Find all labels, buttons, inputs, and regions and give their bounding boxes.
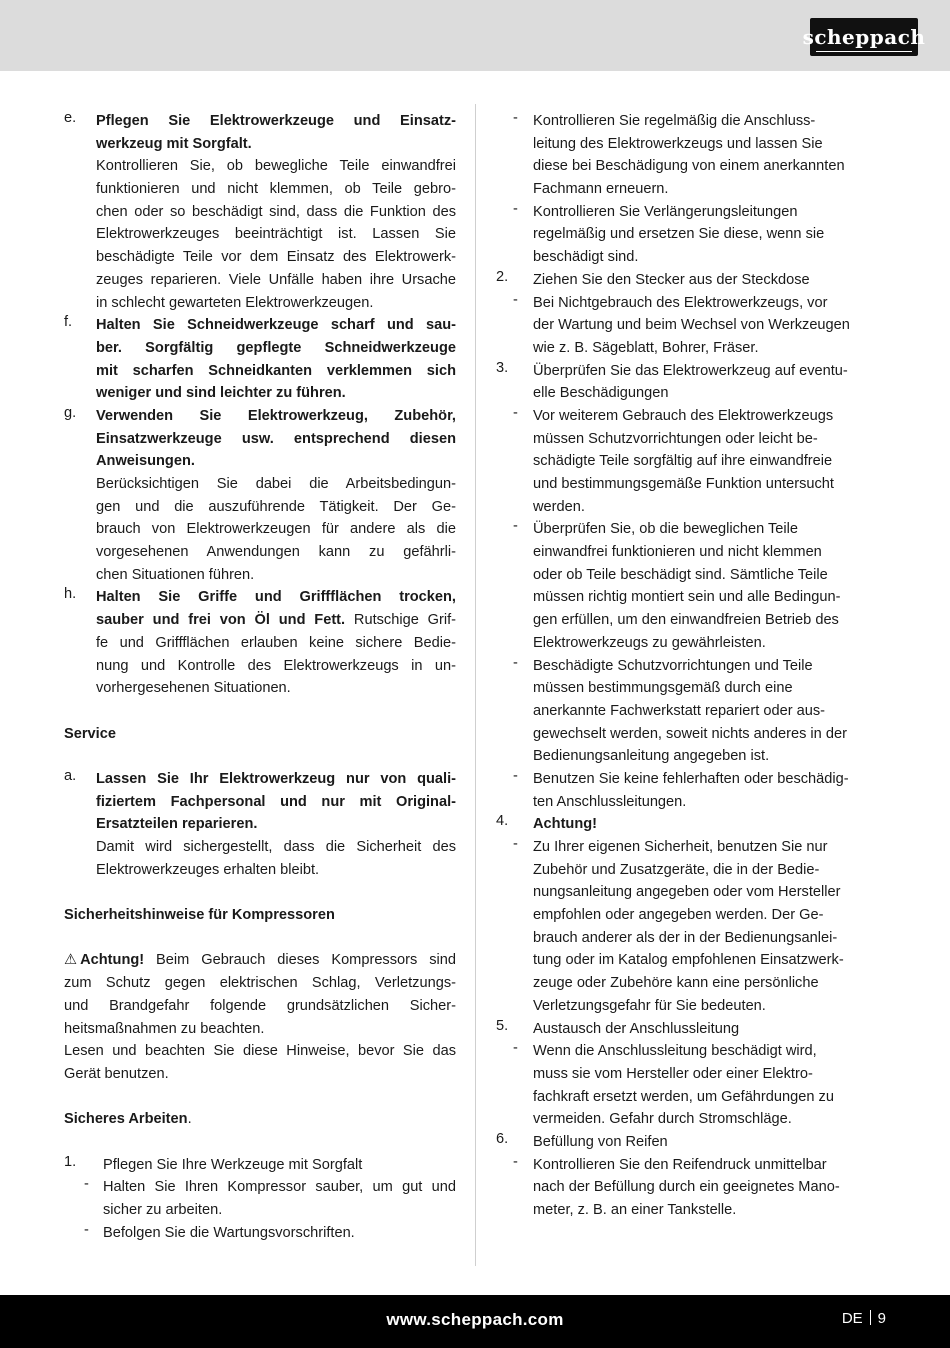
- list-label: e.: [64, 110, 77, 126]
- bullet-line: vermeiden. Gefahr durch Stromschläge.: [533, 1111, 792, 1128]
- list-label: f.: [64, 314, 73, 331]
- bullet-line: diese bei Beschädigung von einem anerkannten: [533, 158, 845, 175]
- bullet-line: ten Anschlussleitungen.: [533, 793, 687, 810]
- item-title-line: fiziertem Fachpersonal und nur mit Original-: [96, 793, 456, 810]
- bullet-item: [496, 1154, 888, 1222]
- warning-line: und Brandgefahr folgende grundsätzlichen Sicher-: [64, 997, 456, 1014]
- bullet-line: Elektrowerkzeugs zu gewährleisten.: [533, 634, 766, 651]
- bullet-line: und bestimmungsgemäße Funktion untersucht: [533, 476, 834, 492]
- bullet-line: einwandfrei funktionieren und nicht klemmen: [533, 544, 822, 561]
- bullet-line: nungsanleitung angegeben oder vom Hersteller: [533, 884, 841, 901]
- bullet-line: beschädigt sind.: [533, 249, 639, 266]
- bullet-line: Bei Nichtgebrauch des Elektrowerkzeugs, vor: [533, 294, 828, 311]
- bullet-item: [64, 1222, 456, 1245]
- numbered-item-3: [496, 360, 888, 405]
- item-body-line: Elektrowerkzeuges beeinträchtigt ist. Lassen Sie: [96, 226, 456, 243]
- numbered-item-text: elle Beschädigungen: [533, 385, 669, 402]
- bullet-line: Kontrollieren Sie Verlängerungsleitungen: [533, 203, 798, 220]
- page-header: [0, 0, 950, 71]
- warning-label: Achtung!: [80, 952, 145, 969]
- column-divider: [475, 104, 476, 1266]
- item-title-line: Halten Sie Griffe und Griffflächen trocken,: [96, 589, 456, 606]
- language-code: DE: [841, 1310, 863, 1327]
- item-body-line: chen Situationen führen.: [96, 566, 255, 583]
- numbered-item-text: Achtung!: [533, 816, 598, 833]
- item-body-line: gen und die auszuführende Tätigkeit. Der Ge-: [96, 498, 456, 515]
- bullet-line: schädigte Teile sorgfältig auf ihre einwandfreie: [533, 453, 833, 470]
- warning-text-fragment: Beim Gebrauch dieses Kompressors sind: [144, 952, 456, 969]
- item-body-line: Kontrollieren Sie, ob bewegliche Teile einwandfrei: [96, 158, 456, 175]
- page-separator: [870, 1310, 871, 1325]
- numbered-item-text: Austausch der Anschlussleitung: [533, 1020, 740, 1037]
- bullet-item: [496, 110, 888, 201]
- item-mixed-line: [96, 609, 456, 632]
- bullet-line: müssen richtig montiert sein und alle Bedingun-: [533, 589, 841, 606]
- bullet-line: wie z. B. Sägeblatt, Bohrer, Fräser.: [533, 339, 759, 356]
- list-label: a.: [64, 767, 77, 784]
- item-body-line: Damit wird sichergestellt, dass die Sicherheit des: [96, 839, 456, 855]
- warning-first-line: [64, 949, 456, 972]
- numbered-item-2: [496, 269, 888, 292]
- bullet-item: [496, 518, 888, 654]
- item-body-line: funktionieren und nicht klemmen, ob Teile gebro-: [96, 181, 456, 198]
- brand-logo: scheppach: [810, 18, 918, 56]
- bullet-line: Fachmann erneuern.: [533, 181, 669, 198]
- bullet-item: [496, 836, 888, 1018]
- bullet-item: [496, 292, 888, 360]
- bullet-dash: -: [84, 1221, 89, 1238]
- bullet-line: sicher zu arbeiten.: [103, 1202, 223, 1218]
- section-heading-service: Service: [64, 725, 116, 742]
- website-link[interactable]: www.scheppach.com: [386, 1310, 564, 1329]
- list-label: g.: [64, 404, 77, 421]
- bullet-dash: -: [513, 110, 518, 126]
- item-title-line: Einsatzwerkzeuge usw. entsprechend diesen: [96, 430, 456, 447]
- bullet-line: Überprüfen Sie, ob die beweglichen Teile: [533, 521, 799, 538]
- bullet-item: [496, 201, 888, 269]
- bullet-item: [64, 1176, 456, 1221]
- bullet-dash: -: [513, 1040, 518, 1057]
- bullet-line: meter, z. B. an einer Tankstelle.: [533, 1202, 737, 1218]
- warning-line: zum Schutz gegen elektrischen Schlag, Verletzungs-: [64, 975, 456, 992]
- bullet-line: oder ob Teile beschädigt sind. Sämtliche Teile: [533, 566, 828, 583]
- left-column: [64, 110, 456, 1244]
- warning-paragraph: [64, 949, 456, 1085]
- item-body-line: fe und Griffflächen erlauben keine sichere Bedie-: [96, 634, 456, 651]
- bullet-line: Zubehör und Zusatzgeräte, die in der Bedie-: [533, 861, 820, 878]
- bullet-item: [496, 405, 888, 518]
- item-title-line: Ersatzteilen reparieren.: [96, 816, 258, 833]
- bullet-item: [496, 768, 888, 813]
- bullet-line: der Wartung und beim Wechsel von Werkzeugen: [533, 317, 850, 334]
- bullet-line: Benutzen Sie keine fehlerhaften oder beschädig-: [533, 770, 849, 787]
- list-item-a: [64, 768, 456, 881]
- page-footer: [0, 1295, 950, 1348]
- bullet-line: werden.: [533, 498, 585, 515]
- bullet-dash: -: [513, 200, 518, 217]
- bullet-line: müssen Schutzvorrichtungen oder leicht be-: [533, 430, 818, 447]
- item-body-line: vorhergesehenen Situationen.: [96, 680, 291, 697]
- list-item-h: [64, 586, 456, 699]
- numbered-item-6: [496, 1131, 888, 1154]
- item-body-line: beschädigte Teile vor dem Einsatz des Elektrowerk-: [96, 249, 456, 266]
- list-item-g: [64, 405, 456, 587]
- bullet-line: muss sie vom Hersteller oder einer Elektro-: [533, 1065, 813, 1082]
- warning-line: heitsmaßnahmen zu beachten.: [64, 1020, 265, 1037]
- bullet-dash: -: [513, 518, 518, 535]
- numbered-item-1: [64, 1154, 456, 1177]
- bullet-line: gewechselt werden, soweit nichts anderes in der: [533, 725, 847, 742]
- bullet-line: müssen bestimmungsgemäß durch eine: [533, 680, 793, 697]
- item-title-line: weniger und sind leichter zu führen.: [96, 385, 346, 402]
- bullet-line: Wenn die Anschlussleitung beschädigt wird,: [533, 1043, 817, 1060]
- bullet-line: Befolgen Sie die Wartungsvorschriften.: [103, 1224, 355, 1241]
- right-column: [496, 110, 888, 1222]
- numbered-item-text: Überprüfen Sie das Elektrowerkzeug auf eventu-: [533, 362, 848, 379]
- list-label: 6.: [496, 1130, 509, 1147]
- list-label: 4.: [496, 813, 509, 830]
- section-heading-safe-work: [64, 1108, 456, 1131]
- bullet-line: Kontrollieren Sie regelmäßig die Anschluss-: [533, 113, 816, 129]
- bullet-dash: -: [513, 1153, 518, 1170]
- list-item-e: [64, 110, 456, 314]
- item-title-line: werkzeug mit Sorgfalt.: [96, 135, 252, 152]
- bullet-dash: -: [513, 404, 518, 421]
- safe-heading-dot: .: [187, 1111, 192, 1128]
- bullet-line: Verletzungsgefahr für Sie bedeuten.: [533, 997, 766, 1014]
- list-item-f: [64, 314, 456, 405]
- item-title-line: Lassen Sie Ihr Elektrowerkzeug nur von quali-: [96, 770, 456, 787]
- safe-heading-text: Sicheres Arbeiten: [64, 1111, 188, 1128]
- list-label: h.: [64, 586, 77, 603]
- bullet-line: leitung des Elektrowerkzeugs und lassen Sie: [533, 135, 823, 152]
- item-title-line: Verwenden Sie Elektrowerkzeug, Zubehör,: [96, 407, 456, 424]
- bullet-line: brauch anderer als der in der Bedienungsanlei-: [533, 929, 838, 946]
- numbered-item-4: [496, 813, 888, 836]
- bullet-line: tung oder im Katalog empfohlenen Einsatzwerk-: [533, 952, 844, 969]
- bullet-line: nach der Befüllung durch ein geeignetes Mano-: [533, 1179, 840, 1196]
- list-label: 5.: [496, 1017, 509, 1034]
- item-body-line: brauch von Elektrowerkzeugen für andere als die: [96, 521, 456, 538]
- list-label: 3.: [496, 359, 509, 376]
- item-body-line: nung und Kontrolle des Elektrowerkzeugs in un-: [96, 657, 456, 674]
- bullet-dash: -: [84, 1176, 89, 1193]
- bullet-line: Beschädigte Schutzvorrichtungen und Teile: [533, 657, 813, 674]
- bullet-dash: -: [513, 654, 518, 671]
- item-title-line: Anweisungen.: [96, 453, 195, 470]
- bullet-line: empfohlen oder angegeben werden. Der Ge-: [533, 907, 824, 924]
- bullet-dash: -: [513, 836, 518, 852]
- bullet-line: Kontrollieren Sie den Reifendruck unmittelbar: [533, 1156, 827, 1173]
- item-title-line: mit scharfen Schneidkanten verklemmen sich: [96, 362, 456, 379]
- item-body-fragment: Rutschige Grif-: [345, 612, 457, 629]
- item-body-line: Berücksichtigen Sie dabei die Arbeitsbedingun-: [96, 476, 456, 492]
- bullet-line: zeuge oder Zubehöre kann eine persönliche: [533, 975, 819, 992]
- bullet-dash: -: [513, 767, 518, 784]
- list-label: 2.: [496, 268, 509, 285]
- read-hint-line: Lesen und beachten Sie diese Hinweise, bevor Sie das: [64, 1043, 456, 1060]
- numbered-item-text: Pflegen Sie Ihre Werkzeuge mit Sorgfalt: [103, 1156, 363, 1173]
- read-hint-line: Gerät benutzen.: [64, 1065, 169, 1082]
- bullet-line: Bedienungsanleitung angegeben ist.: [533, 748, 770, 765]
- numbered-item-5: [496, 1018, 888, 1041]
- bullet-dash: -: [513, 291, 518, 308]
- list-label: 1.: [64, 1153, 77, 1170]
- section-heading-compressor: Sicherheitshinweise für Kompressoren: [64, 907, 335, 924]
- bullet-item: [496, 655, 888, 768]
- item-body-line: Elektrowerkzeuges erhalten bleibt.: [96, 861, 320, 878]
- bullet-line: anerkannte Fachwerkstatt repariert oder aus-: [533, 702, 826, 719]
- numbered-item-text: Befüllung von Reifen: [533, 1133, 668, 1150]
- page-indicator: [842, 1310, 886, 1327]
- item-title-line: Pflegen Sie Elektrowerkzeuge und Einsatz-: [96, 113, 456, 129]
- bullet-line: Vor weiterem Gebrauch des Elektrowerkzeugs: [533, 407, 834, 424]
- item-body-line: zeuges reparieren. Viele Unfälle haben ihre Ursache: [96, 271, 456, 288]
- page-number: 9: [877, 1310, 886, 1327]
- item-body-line: chen oder so beschädigt sind, dass die Funktion des: [96, 203, 456, 220]
- bullet-line: regelmäßig und ersetzen Sie diese, wenn sie: [533, 226, 825, 243]
- item-title-fragment: sauber und frei von Öl und Fett.: [96, 612, 346, 629]
- item-body-line: in schlecht gewarteten Elektrowerkzeugen.: [96, 294, 374, 311]
- bullet-line: Zu Ihrer eigenen Sicherheit, benutzen Sie nur: [533, 839, 828, 855]
- bullet-line: Halten Sie Ihren Kompressor sauber, um gut und: [103, 1179, 456, 1196]
- item-title-line: ber. Sorgfältig gepflegte Schneidwerkzeuge: [96, 339, 456, 356]
- bullet-item: [496, 1040, 888, 1131]
- bullet-line: fachkraft ersetzt werden, um Gefährdungen zu: [533, 1088, 834, 1105]
- item-title-line: Halten Sie Schneidwerkzeuge scharf und sau-: [96, 317, 456, 334]
- warning-triangle-icon: ⚠: [64, 952, 78, 969]
- bullet-line: gen erfüllen, um den einwandfreien Betrieb des: [533, 612, 839, 629]
- item-body-line: vorgesehenen Anwendungen kann zu gefährli-: [96, 544, 456, 561]
- numbered-item-text: Ziehen Sie den Stecker aus der Steckdose: [533, 271, 810, 288]
